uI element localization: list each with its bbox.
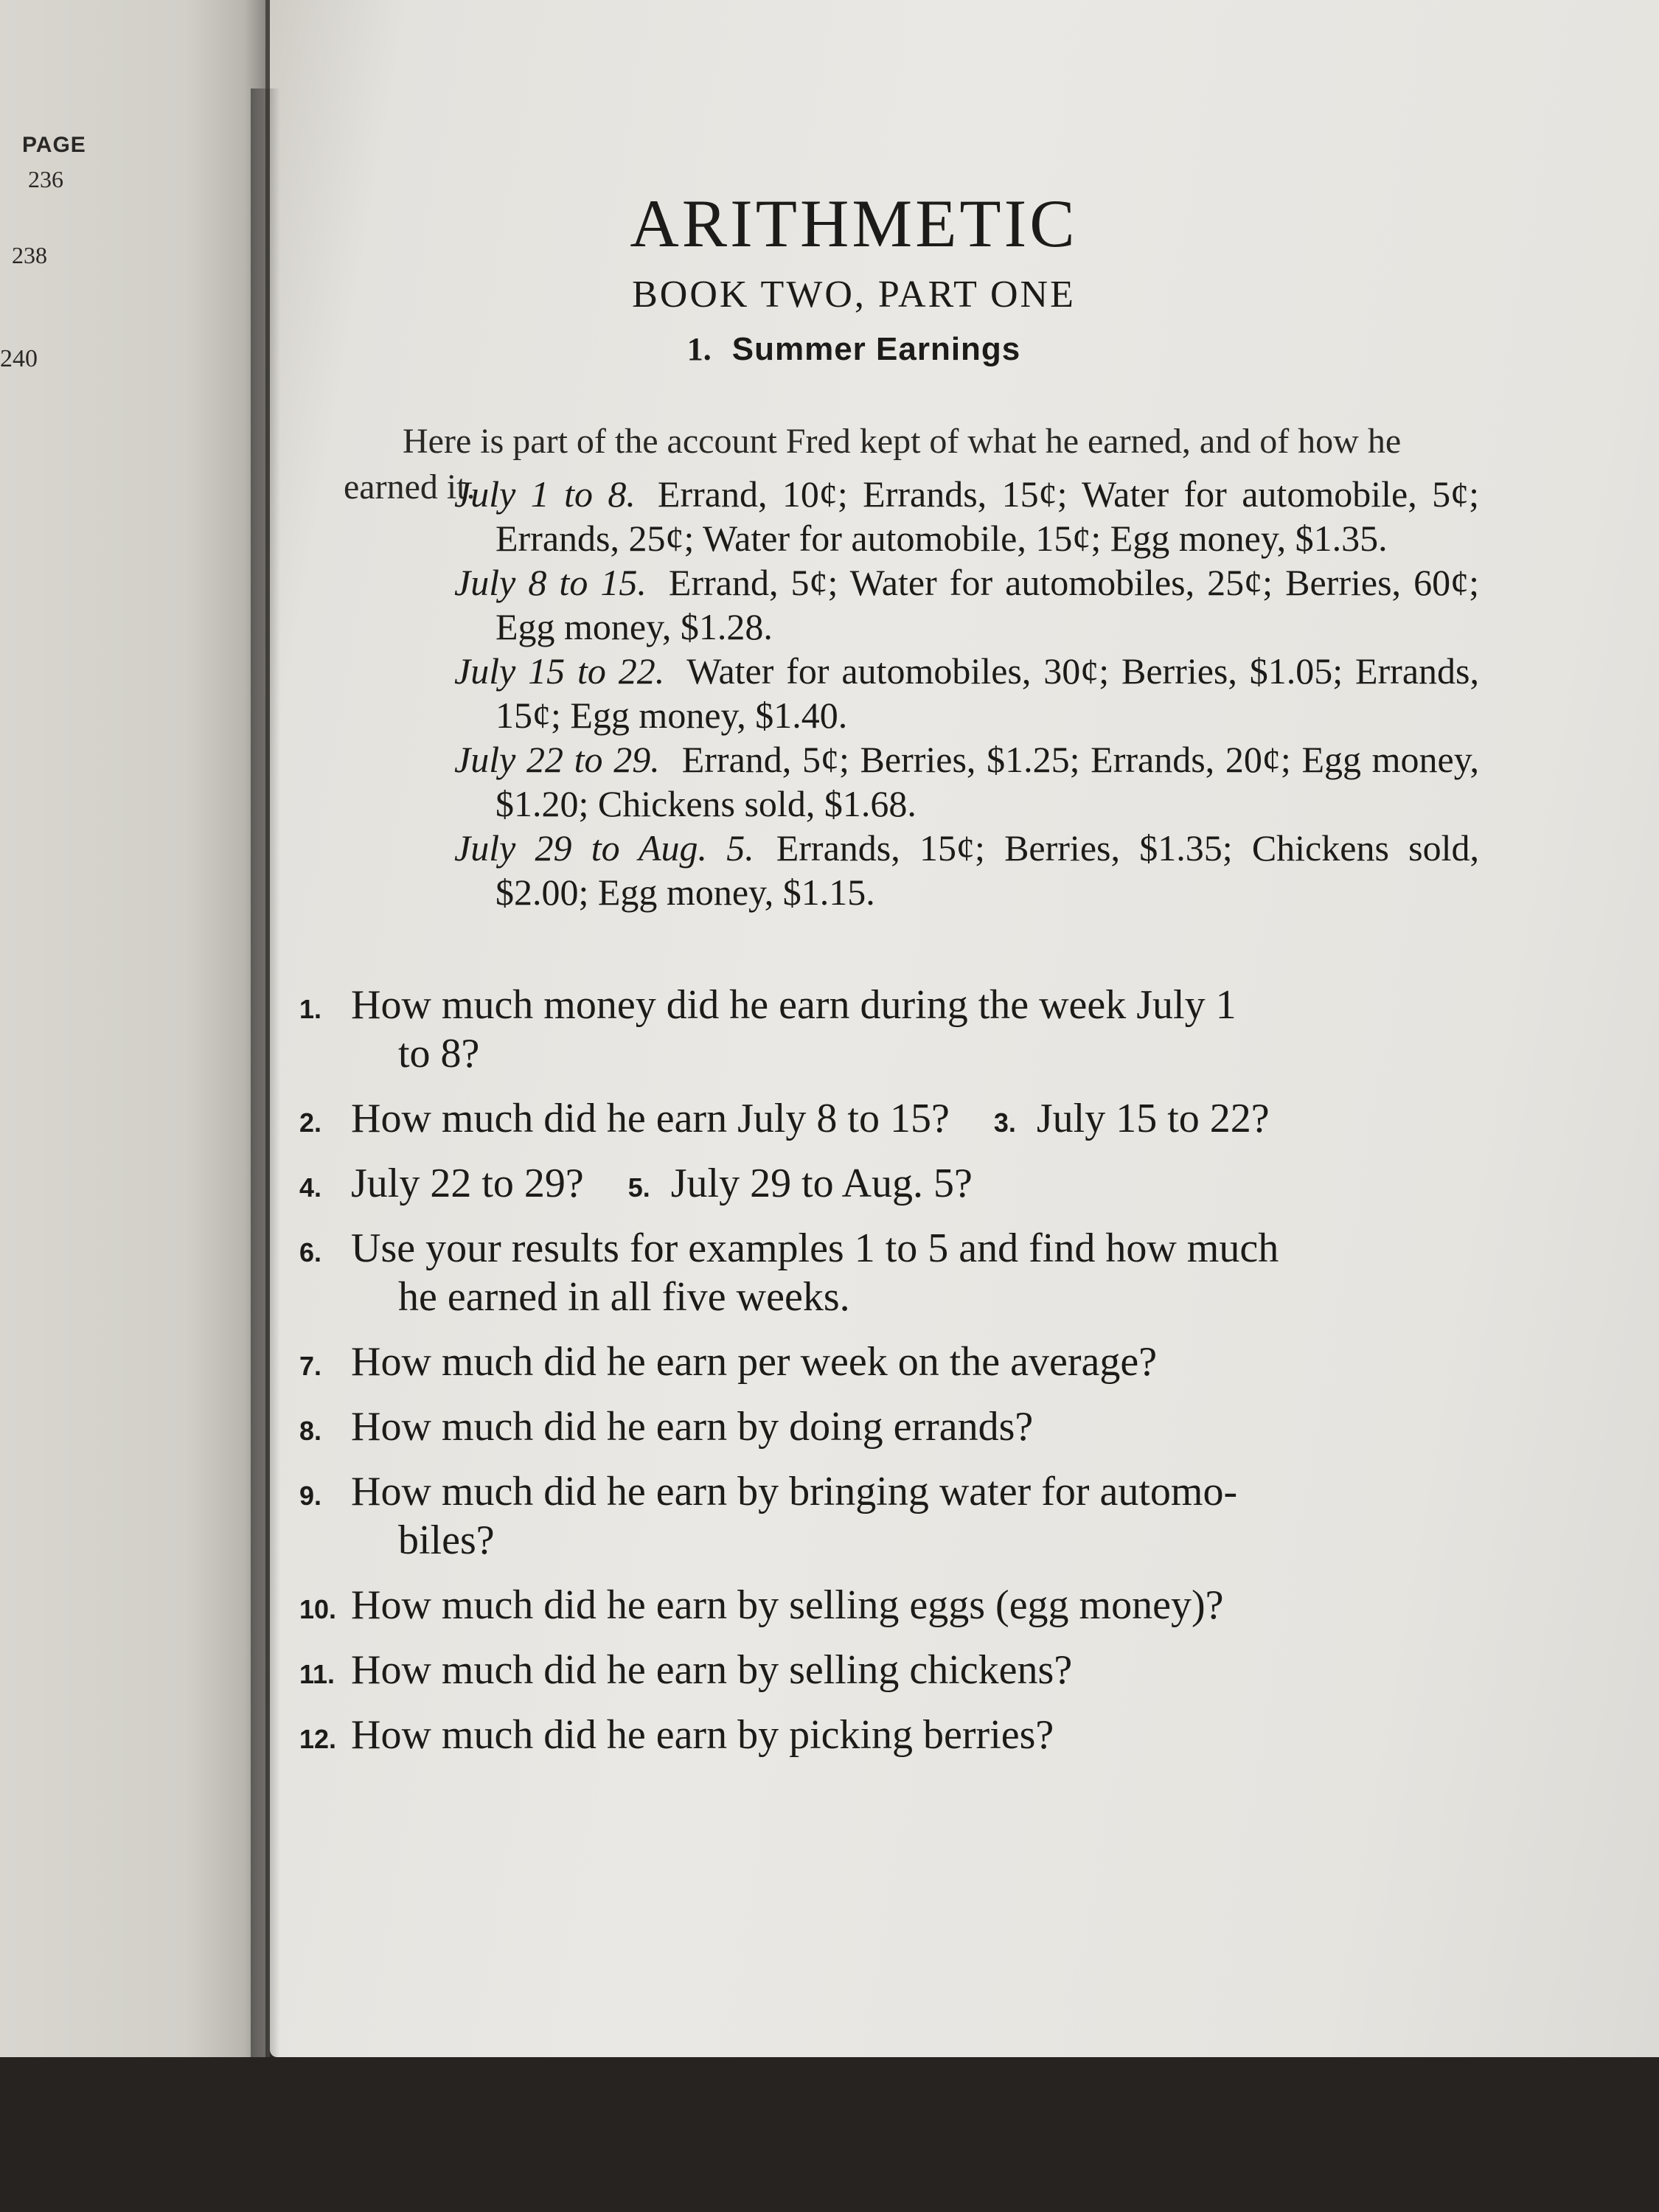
- question-number: 6.: [299, 1237, 322, 1267]
- section-number: 1.: [686, 331, 712, 367]
- account-entry: [454, 560, 1479, 649]
- earnings-account: [454, 472, 1479, 914]
- question-item: [299, 1224, 1538, 1321]
- question-number: 7.: [299, 1351, 322, 1381]
- question-text: July 22 to 29?: [351, 1161, 584, 1206]
- margin-page-number: 240: [0, 345, 38, 372]
- margin-page-number: 236: [28, 166, 63, 192]
- question-text: July 29 to Aug. 5?: [670, 1161, 973, 1206]
- page-subtitle: BOOK TWO, PART ONE: [632, 274, 1076, 316]
- question-item: [299, 1646, 1538, 1694]
- question-row: [299, 1094, 1538, 1143]
- entry-date: July 15 to 22.: [454, 650, 665, 692]
- question-text: How much did he earn by selling chickens?: [351, 1647, 1073, 1693]
- question-item: [994, 1094, 1270, 1143]
- question-item: [299, 1094, 950, 1143]
- entry-date: July 22 to 29.: [454, 739, 660, 780]
- question-text: How much did he earn by doing errands?: [351, 1404, 1034, 1450]
- intro-paragraph: Here is part of the account Fred kept of what he earned, and of how he earned it.: [344, 422, 1402, 507]
- question-number: 11.: [299, 1659, 335, 1689]
- section-title: Summer Earnings: [731, 331, 1021, 367]
- margin-page-label: PAGE: [22, 133, 86, 157]
- entry-text: Errand, 10¢; Errands, 15¢; Water for automobile, 5¢; Errands, 25¢; Water for automobile, 15¢; Egg money, $1.35.: [495, 473, 1479, 559]
- entry-text: Errands, 15¢; Berries, $1.35; Chickens sold, $2.00; Egg money, $1.15.: [495, 827, 1479, 913]
- question-item: [299, 981, 1538, 1078]
- question-text: How much did he earn July 8 to 15?: [351, 1096, 950, 1141]
- question-number: 8.: [299, 1416, 322, 1446]
- question-continuation: to 8?: [398, 1031, 480, 1077]
- entry-date: July 29 to Aug. 5.: [454, 827, 754, 869]
- question-text: How much did he earn by bringing water for automo-: [351, 1469, 1238, 1514]
- question-item: [299, 1402, 1538, 1451]
- question-item: [299, 1467, 1538, 1565]
- question-item: [299, 1159, 584, 1208]
- question-text: Use your results for examples 1 to 5 and find how much: [351, 1225, 1279, 1271]
- question-number: 10.: [299, 1594, 337, 1624]
- question-number: 4.: [299, 1172, 322, 1203]
- entry-text: Errand, 5¢; Berries, $1.25; Errands, 20¢; Egg money, $1.20; Chickens sold, $1.68.: [495, 739, 1480, 824]
- question-continuation: he earned in all five weeks.: [398, 1274, 850, 1320]
- question-number: 9.: [299, 1481, 322, 1511]
- margin-page-number: 238: [12, 242, 47, 268]
- question-number: 2.: [299, 1107, 322, 1138]
- section-heading: [159, 330, 1548, 368]
- question-number: 12.: [299, 1724, 337, 1754]
- question-item: [628, 1159, 973, 1208]
- question-text: July 15 to 22?: [1036, 1096, 1270, 1141]
- question-text: How much did he earn per week on the average?: [351, 1339, 1158, 1385]
- question-item: [299, 1338, 1538, 1386]
- entry-text: Errand, 5¢; Water for automobiles, 25¢; Berries, 60¢; Egg money, $1.28.: [495, 562, 1479, 647]
- question-number: 3.: [993, 1107, 1016, 1138]
- question-number: 5.: [627, 1172, 650, 1203]
- left-page-edge: [0, 0, 270, 2153]
- book-spine-shadow: [251, 88, 280, 2065]
- account-entry: [454, 826, 1479, 914]
- table-surface: [0, 2057, 1659, 2212]
- question-number: 1.: [299, 994, 322, 1024]
- question-item: [299, 1711, 1538, 1759]
- book-page: [270, 0, 1659, 2057]
- question-continuation: biles?: [398, 1517, 495, 1563]
- question-text: How much did he earn by picking berries?: [351, 1712, 1054, 1758]
- question-row: [299, 1159, 1538, 1208]
- question-text: How much money did he earn during the week July 1: [351, 982, 1237, 1028]
- account-entry: [454, 472, 1479, 560]
- question-list: [299, 981, 1538, 1775]
- question-text: How much did he earn by selling eggs (egg money)?: [351, 1582, 1224, 1628]
- entry-text: Water for automobiles, 30¢; Berries, $1.05; Errands, 15¢; Egg money, $1.40.: [495, 650, 1479, 736]
- page-title: ARITHMETIC: [630, 186, 1078, 261]
- account-entry: [454, 649, 1479, 737]
- question-item: [299, 1581, 1538, 1630]
- entry-date: July 8 to 15.: [454, 562, 647, 603]
- entry-date: July 1 to 8.: [454, 473, 636, 515]
- account-entry: [454, 737, 1479, 826]
